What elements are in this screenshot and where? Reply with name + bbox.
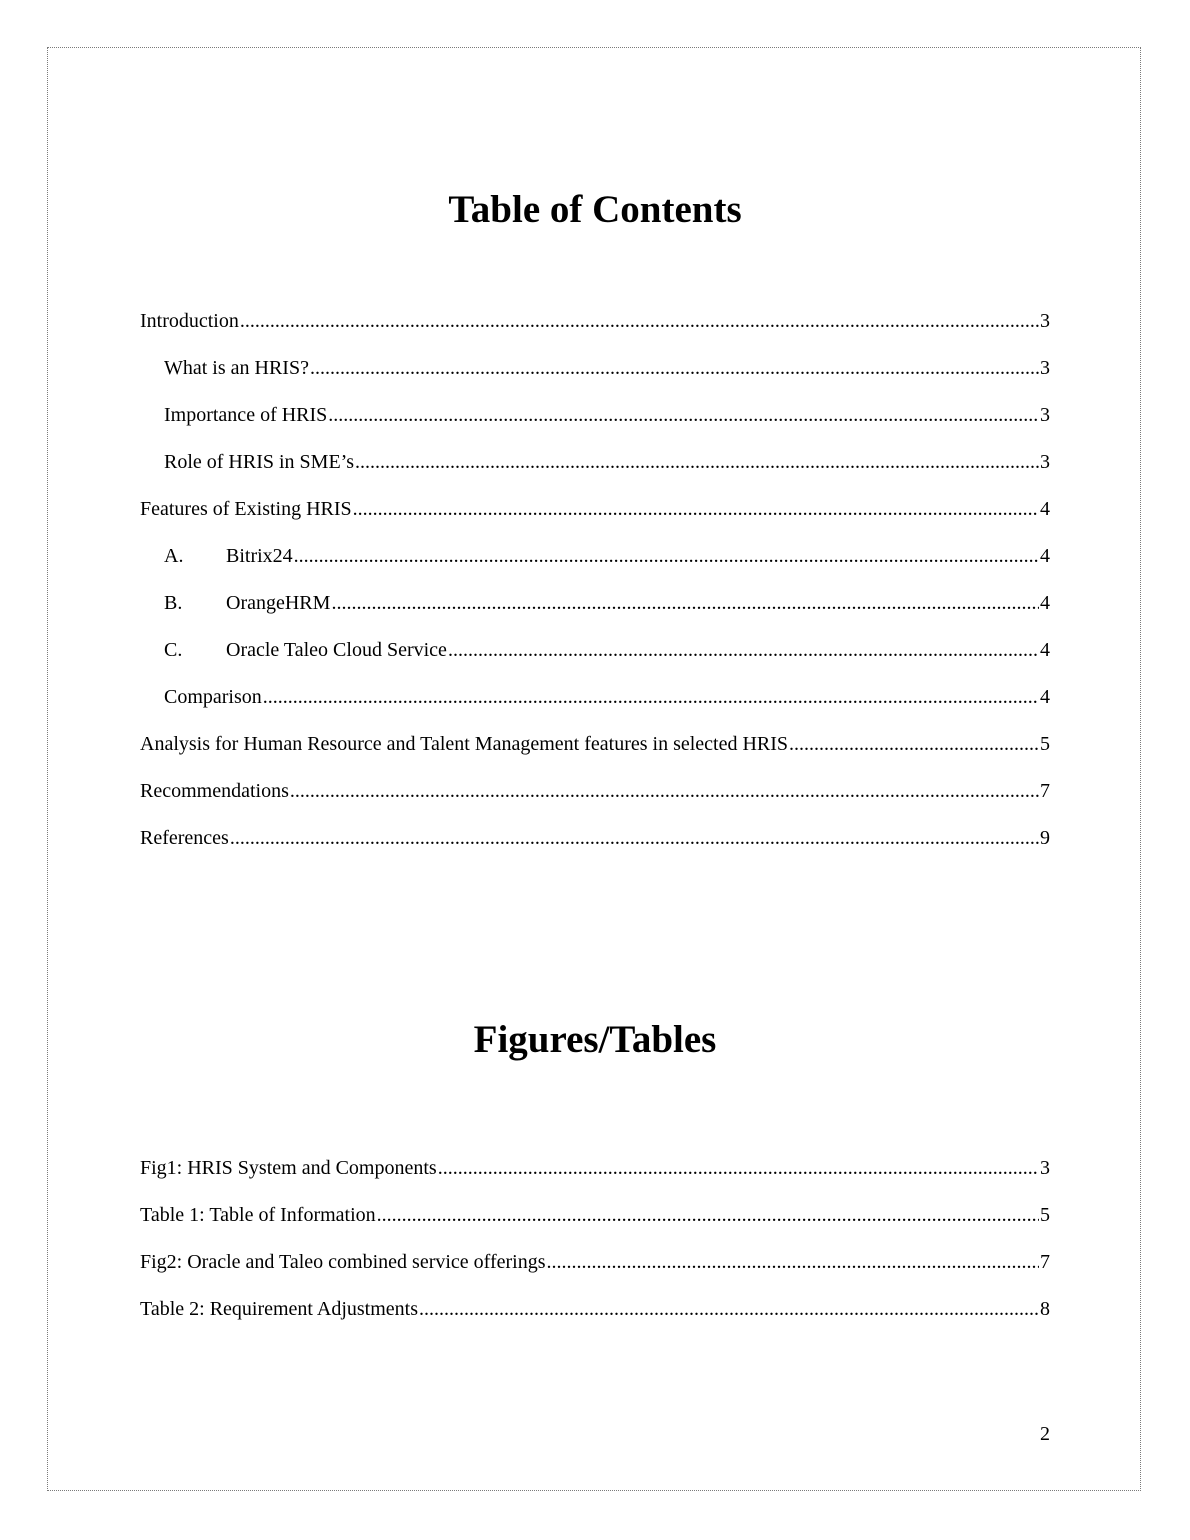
- toc-entry-label: Comparison: [164, 686, 262, 708]
- toc-entry-page: 3: [1040, 310, 1050, 332]
- toc-entry-page: 7: [1040, 780, 1050, 802]
- toc-entry-page: 4: [1040, 686, 1050, 708]
- toc-entry-letter: B.: [164, 592, 183, 614]
- figure-entry-fig1[interactable]: [140, 1155, 1050, 1202]
- toc-entry-page: 3: [1040, 357, 1050, 379]
- dot-leader: [789, 731, 1039, 757]
- figure-entry-label: Fig1: HRIS System and Components: [140, 1157, 437, 1179]
- toc-entry-label: Introduction: [140, 310, 239, 332]
- dot-leader: [355, 449, 1039, 475]
- dot-leader: [230, 825, 1039, 851]
- figure-entry-label: Fig2: Oracle and Taleo combined service offerings: [140, 1251, 546, 1273]
- toc-entry-page: 5: [1040, 733, 1050, 755]
- dot-leader: [331, 590, 1039, 616]
- toc-entry-page: 9: [1040, 827, 1050, 849]
- figure-entry-label: Table 2: Requirement Adjustments: [140, 1298, 418, 1320]
- figure-entry-page: 3: [1040, 1157, 1050, 1179]
- figure-entry-table2[interactable]: [140, 1296, 1050, 1343]
- toc-entry-orangehrm[interactable]: [140, 590, 1050, 637]
- toc-entry-page: 3: [1040, 451, 1050, 473]
- toc-entry-recommendations[interactable]: [140, 778, 1050, 825]
- toc-entry-introduction[interactable]: [140, 308, 1050, 355]
- dot-leader: [353, 496, 1039, 522]
- toc-entry-page: 3: [1040, 404, 1050, 426]
- toc-entry-label: What is an HRIS?: [164, 357, 309, 379]
- dot-leader: [547, 1249, 1039, 1275]
- dot-leader: [310, 355, 1039, 381]
- dot-leader: [438, 1155, 1039, 1181]
- toc-entry-label: Role of HRIS in SME’s: [164, 451, 355, 473]
- toc-entry-page: 4: [1040, 545, 1050, 567]
- toc-entry-label: Importance of HRIS: [164, 404, 328, 426]
- dot-leader: [419, 1296, 1039, 1322]
- figures-heading: Figures/Tables: [473, 1018, 717, 1061]
- toc-entry-importance-of-hris[interactable]: [140, 402, 1050, 449]
- figure-entry-table1[interactable]: [140, 1202, 1050, 1249]
- toc-entry-features[interactable]: [140, 496, 1050, 543]
- toc-entry-letter: C.: [164, 639, 183, 661]
- toc-entry-bitrix24[interactable]: [140, 543, 1050, 590]
- dot-leader: [240, 308, 1039, 334]
- figures-list: [140, 1155, 1050, 1343]
- dot-leader: [263, 684, 1039, 710]
- dot-leader: [294, 543, 1039, 569]
- toc-heading: Table of Contents: [448, 188, 742, 231]
- toc-entry-references[interactable]: [140, 825, 1050, 872]
- toc-entry-letter: A.: [164, 545, 184, 567]
- toc-entry-label: OrangeHRM: [226, 592, 331, 614]
- toc-entry-page: 4: [1040, 639, 1050, 661]
- toc-entry-label: Oracle Taleo Cloud Service: [226, 639, 447, 661]
- figure-entry-page: 8: [1040, 1298, 1050, 1320]
- toc-entry-page: 4: [1040, 498, 1050, 520]
- toc-entry-label: References: [140, 827, 229, 849]
- page-number: 2: [1040, 1423, 1050, 1445]
- figure-entry-label: Table 1: Table of Information: [140, 1204, 376, 1226]
- dot-leader: [328, 402, 1039, 428]
- toc-list: [140, 308, 1050, 872]
- dot-leader: [290, 778, 1039, 804]
- toc-entry-label: Recommendations: [140, 780, 289, 802]
- toc-entry-role-of-hris[interactable]: [140, 449, 1050, 496]
- dot-leader: [448, 637, 1039, 663]
- toc-entry-label: Analysis for Human Resource and Talent Management features in selected HRIS: [140, 733, 789, 755]
- toc-entry-oracle-taleo[interactable]: [140, 637, 1050, 684]
- figure-entry-page: 5: [1040, 1204, 1050, 1226]
- figure-entry-page: 7: [1040, 1251, 1050, 1273]
- toc-entry-page: 4: [1040, 592, 1050, 614]
- figure-entry-fig2[interactable]: [140, 1249, 1050, 1296]
- toc-entry-label: Bitrix24: [226, 545, 293, 567]
- toc-entry-label: Features of Existing HRIS: [140, 498, 352, 520]
- toc-entry-comparison[interactable]: [140, 684, 1050, 731]
- toc-entry-analysis[interactable]: [140, 731, 1050, 778]
- dot-leader: [377, 1202, 1039, 1228]
- toc-entry-what-is-hris[interactable]: [140, 355, 1050, 402]
